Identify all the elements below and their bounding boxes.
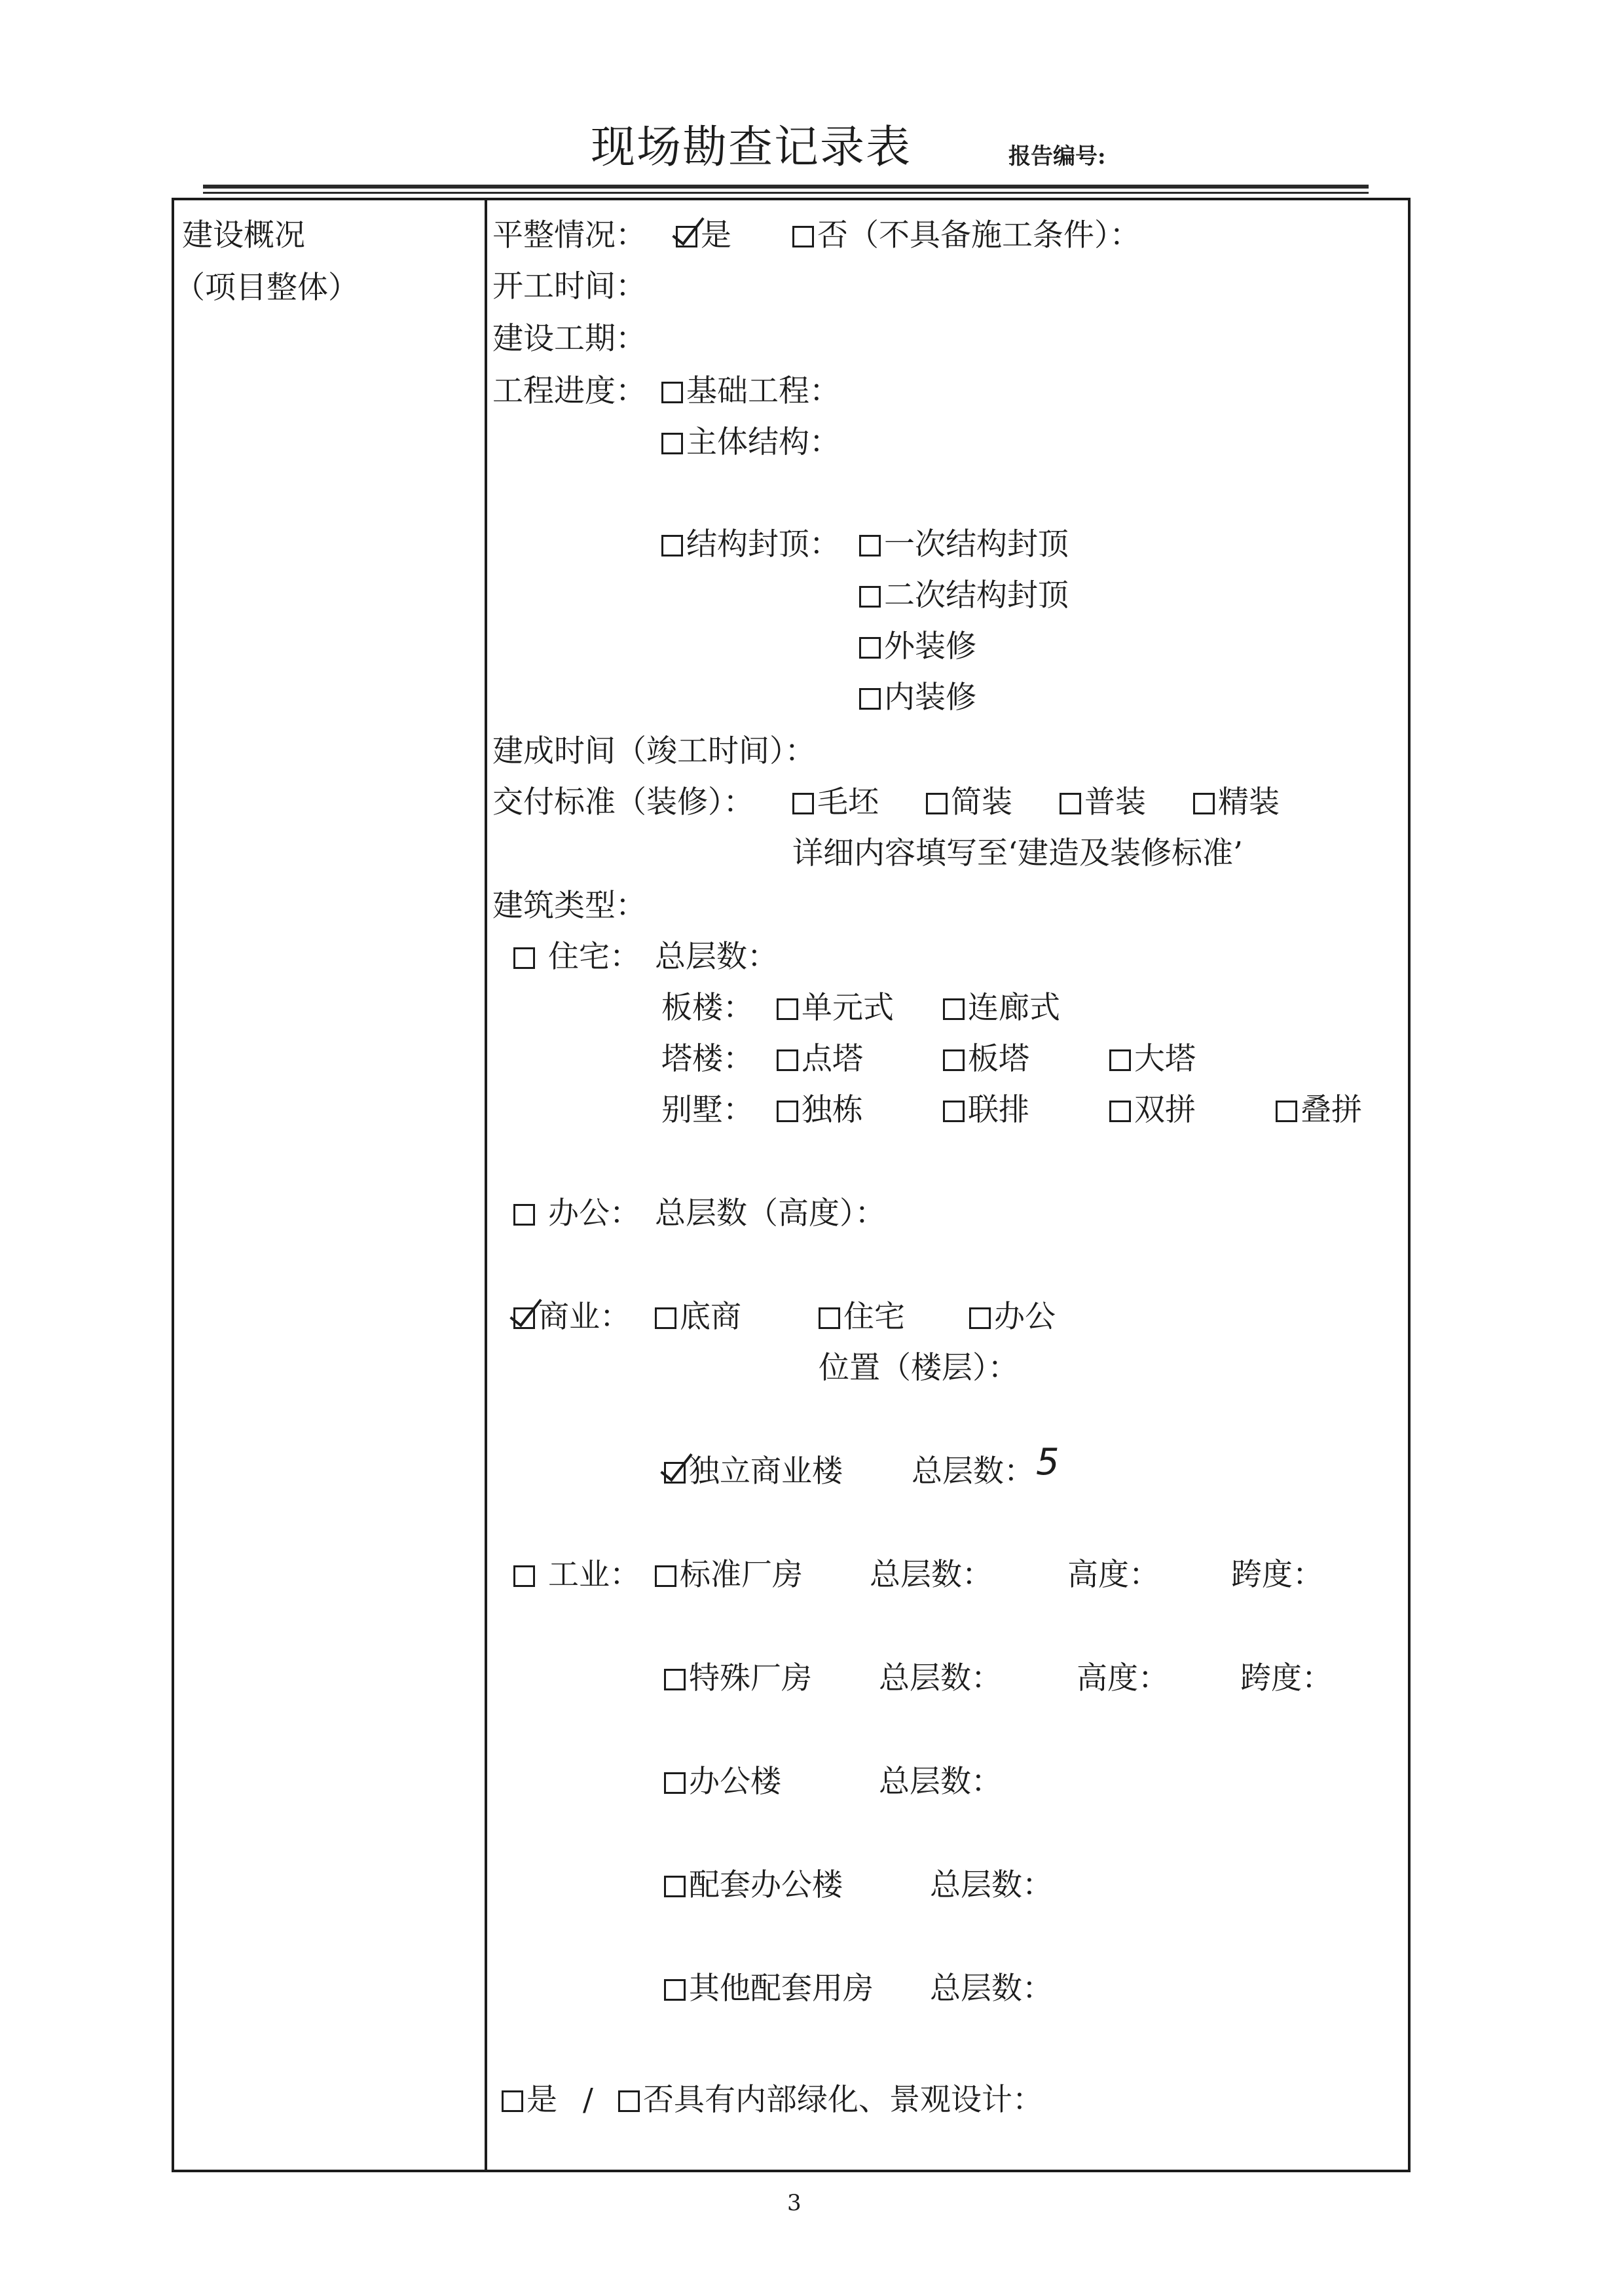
standalone-commercial-option[interactable] — [664, 1453, 843, 1489]
commercial-street-shop-label: 底商 — [680, 1299, 741, 1335]
progress-foundation-option[interactable] — [661, 373, 840, 409]
industrial-office-bldg-checkbox[interactable] — [664, 1772, 686, 1794]
standalone-floors-value: 5 — [1036, 1441, 1060, 1484]
industrial-office-bldg-option[interactable] — [664, 1764, 781, 1800]
tower-large-option[interactable] — [1109, 1041, 1196, 1077]
slab-corridor-checkbox[interactable] — [943, 998, 965, 1020]
delivery-option-fine[interactable] — [1193, 784, 1280, 820]
industrial-std-option[interactable] — [655, 1557, 803, 1593]
delivery-note: 详细内容填写至‘建造及装修标准’ — [792, 835, 1243, 871]
tower-large-label: 大塔 — [1134, 1041, 1196, 1077]
commercial-residential-label: 住宅 — [843, 1299, 905, 1335]
tower-slab-option[interactable] — [943, 1041, 1029, 1077]
landscape-no-checkbox[interactable] — [618, 2090, 640, 2112]
villa-label: 别墅： — [661, 1092, 754, 1128]
delivery-label: 交付标准（装修）： — [492, 784, 754, 820]
progress-second-topping-option[interactable] — [859, 577, 1069, 613]
delivery-rough-checkbox[interactable] — [792, 793, 814, 814]
commercial-position-label: 位置（楼层）： — [819, 1350, 1019, 1386]
delivery-option-simple[interactable] — [926, 784, 1012, 820]
flatness-label: 平整情况： — [492, 217, 646, 253]
industrial-option[interactable] — [513, 1557, 640, 1593]
flatness-no-checkbox[interactable] — [792, 226, 814, 247]
completion-time-label: 建成时间（竣工时间）： — [492, 733, 816, 769]
industrial-support-office-checkbox[interactable] — [664, 1876, 686, 1897]
progress-second-topping-label: 二次结构封顶 — [884, 577, 1069, 613]
delivery-fine-label: 精装 — [1218, 784, 1280, 820]
landscape-no-option[interactable] — [618, 2082, 1043, 2118]
industrial-std-label: 标准厂房 — [680, 1557, 803, 1593]
progress-interior-label: 内装修 — [884, 680, 976, 716]
industrial-special-label: 特殊厂房 — [689, 1660, 812, 1696]
building-type-label: 建筑类型： — [492, 888, 646, 924]
progress-exterior-checkbox[interactable] — [859, 637, 881, 659]
delivery-standard-checkbox[interactable] — [1060, 793, 1081, 814]
progress-main-structure-option[interactable] — [661, 424, 840, 460]
industrial-other-option[interactable] — [664, 1971, 874, 2007]
delivery-option-standard[interactable] — [1060, 784, 1146, 820]
industrial-special-checkbox[interactable] — [664, 1669, 686, 1690]
office-label: 办公： — [547, 1195, 640, 1231]
standalone-commercial-checkbox[interactable] — [664, 1462, 686, 1484]
delivery-simple-label: 简装 — [951, 784, 1012, 820]
tower-slab-checkbox[interactable] — [943, 1049, 965, 1071]
residential-checkbox[interactable] — [513, 947, 535, 969]
villa-detached-checkbox[interactable] — [777, 1101, 798, 1122]
industrial-other-checkbox[interactable] — [664, 1979, 686, 2001]
flatness-no-option[interactable] — [792, 217, 1141, 253]
industrial-support-office-floors-label: 总层数： — [930, 1867, 1053, 1903]
slab-label: 板楼： — [661, 990, 754, 1026]
progress-exterior-label: 外装修 — [884, 629, 976, 665]
industrial-special-option[interactable] — [664, 1660, 812, 1696]
commercial-street-shop-checkbox[interactable] — [655, 1307, 676, 1329]
office-floors-label: 总层数（高度）： — [655, 1195, 886, 1231]
slab-corridor-option[interactable] — [943, 990, 1060, 1026]
industrial-other-label: 其他配套用房 — [689, 1971, 874, 2007]
villa-stacked-option[interactable] — [1276, 1092, 1362, 1128]
page-title: 现场勘查记录表 — [591, 122, 912, 173]
progress-first-topping-label: 一次结构封顶 — [884, 526, 1069, 562]
industrial-office-bldg-label: 办公楼 — [689, 1764, 781, 1800]
villa-detached-label: 独栋 — [802, 1092, 863, 1128]
progress-second-topping-checkbox[interactable] — [859, 586, 881, 608]
commercial-office-checkbox[interactable] — [969, 1307, 991, 1329]
industrial-office-bldg-floors-label: 总层数： — [879, 1764, 1002, 1800]
commercial-street-shop-option[interactable] — [655, 1299, 741, 1335]
industrial-std-floors-label: 总层数： — [870, 1557, 993, 1593]
slab-corridor-label: 连廊式 — [968, 990, 1060, 1026]
progress-foundation-label: 基础工程： — [686, 373, 840, 409]
header-rule-thin — [203, 192, 1369, 194]
villa-row-checkbox[interactable] — [943, 1101, 965, 1122]
villa-stacked-checkbox[interactable] — [1276, 1101, 1297, 1122]
industrial-special-height-label: 高度： — [1077, 1660, 1169, 1696]
progress-interior-checkbox[interactable] — [859, 688, 881, 710]
table-border-top — [172, 198, 1411, 200]
commercial-residential-option[interactable] — [819, 1299, 905, 1335]
flatness-no-label: 否（不具备施工条件）： — [817, 217, 1141, 253]
report-number-label: 报告编号: — [1008, 143, 1106, 170]
slab-unit-option[interactable] — [777, 990, 894, 1026]
villa-stacked-label: 叠拼 — [1301, 1092, 1362, 1128]
start-time-label: 开工时间： — [492, 268, 646, 304]
delivery-fine-checkbox[interactable] — [1193, 793, 1215, 814]
landscape-no-label: 否具有内部绿化、景观设计： — [643, 2082, 1043, 2118]
progress-topping-checkbox[interactable] — [661, 535, 683, 556]
delivery-option-rough[interactable] — [792, 784, 879, 820]
commercial-office-option[interactable] — [969, 1299, 1056, 1335]
section-sublabel: （项目整体） — [174, 270, 359, 306]
progress-main-structure-label: 主体结构： — [686, 424, 840, 460]
villa-row-option[interactable] — [943, 1092, 1029, 1128]
page-number: 3 — [787, 2190, 802, 2216]
commercial-option[interactable] — [513, 1299, 631, 1335]
tower-label: 塔楼： — [661, 1041, 754, 1077]
table-border-left — [172, 198, 174, 2172]
commercial-office-label: 办公 — [994, 1299, 1056, 1335]
build-period-label: 建设工期： — [492, 321, 646, 357]
industrial-label: 工业： — [547, 1557, 640, 1593]
industrial-checkbox[interactable] — [513, 1565, 535, 1587]
progress-main-structure-checkbox[interactable] — [661, 433, 683, 454]
tower-slab-label: 板塔 — [968, 1041, 1029, 1077]
tower-point-option[interactable] — [777, 1041, 863, 1077]
delivery-simple-checkbox[interactable] — [926, 793, 948, 814]
progress-first-topping-checkbox[interactable] — [859, 535, 881, 556]
residential-label: 住宅： — [547, 939, 640, 975]
progress-foundation-checkbox[interactable] — [661, 382, 683, 403]
table-border-right — [1408, 198, 1411, 2172]
industrial-special-span-label: 跨度： — [1240, 1660, 1333, 1696]
delivery-standard-label: 普装 — [1084, 784, 1146, 820]
industrial-special-floors-label: 总层数： — [879, 1660, 1002, 1696]
standalone-floors-label: 总层数： — [912, 1453, 1035, 1489]
landscape-yes-checkbox[interactable] — [502, 2090, 523, 2112]
flatness-yes-option[interactable] — [676, 217, 731, 253]
table-divider — [485, 198, 487, 2172]
landscape-separator: / — [583, 2082, 593, 2118]
slab-unit-label: 单元式 — [802, 990, 894, 1026]
villa-semi-option[interactable] — [1109, 1092, 1196, 1128]
section-label: 建设概况 — [182, 217, 305, 253]
commercial-label: 商业： — [538, 1299, 631, 1335]
table-border-bottom — [172, 2170, 1411, 2172]
industrial-support-office-label: 配套办公楼 — [689, 1867, 843, 1903]
landscape-yes-option[interactable] — [502, 2082, 557, 2118]
villa-detached-option[interactable] — [777, 1092, 863, 1128]
office-option[interactable] — [513, 1195, 640, 1231]
landscape-yes-label: 是 — [526, 2082, 557, 2118]
tower-point-label: 点塔 — [802, 1041, 863, 1077]
progress-exterior-option[interactable] — [859, 629, 976, 665]
industrial-std-height-label: 高度： — [1067, 1557, 1160, 1593]
industrial-std-span-label: 跨度： — [1231, 1557, 1323, 1593]
residential-option[interactable] — [513, 939, 640, 975]
flatness-yes-label: 是 — [701, 217, 731, 253]
tower-large-checkbox[interactable] — [1109, 1049, 1131, 1071]
standalone-commercial-label: 独立商业楼 — [689, 1453, 843, 1489]
commercial-residential-checkbox[interactable] — [819, 1307, 840, 1329]
villa-semi-checkbox[interactable] — [1109, 1101, 1131, 1122]
flatness-yes-checkbox[interactable] — [676, 226, 697, 247]
delivery-rough-label: 毛坯 — [817, 784, 879, 820]
progress-topping-label: 结构封顶： — [686, 526, 840, 562]
progress-interior-option[interactable] — [859, 680, 976, 716]
progress-first-topping-option[interactable] — [859, 526, 1069, 562]
office-checkbox[interactable] — [513, 1204, 535, 1226]
industrial-std-checkbox[interactable] — [655, 1565, 676, 1587]
villa-semi-label: 双拼 — [1134, 1092, 1196, 1128]
slab-unit-checkbox[interactable] — [777, 998, 798, 1020]
villa-row-label: 联排 — [968, 1092, 1029, 1128]
industrial-support-office-option[interactable] — [664, 1867, 843, 1903]
commercial-checkbox[interactable] — [513, 1307, 535, 1329]
residential-floors-label: 总层数： — [655, 939, 778, 975]
progress-topping-option[interactable] — [661, 526, 840, 562]
tower-point-checkbox[interactable] — [777, 1049, 798, 1071]
header-rule-thick — [203, 185, 1369, 189]
progress-label: 工程进度： — [492, 373, 646, 409]
industrial-other-floors-label: 总层数： — [930, 1971, 1053, 2007]
